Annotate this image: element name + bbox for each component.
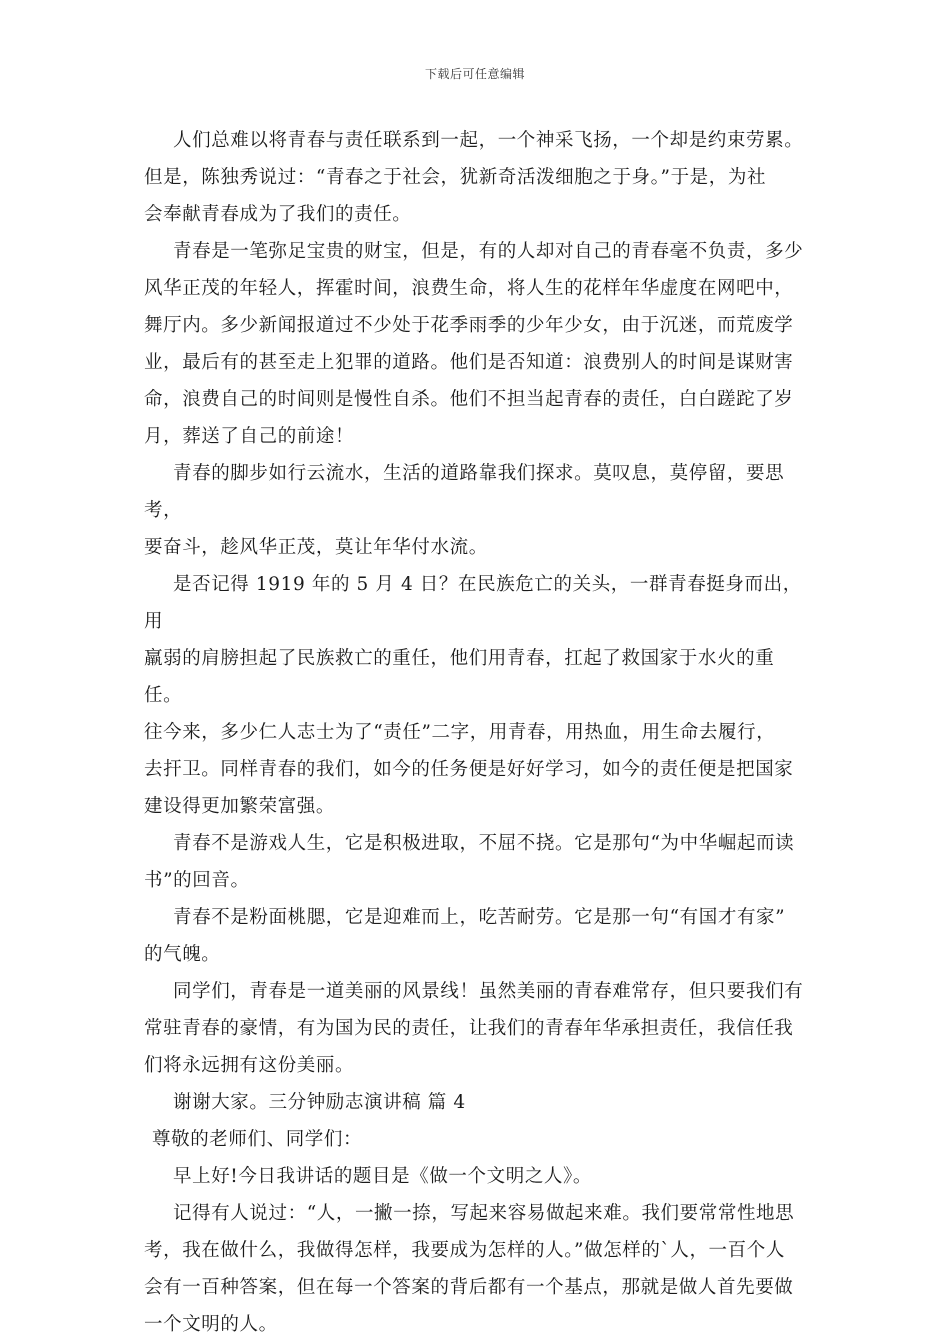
paragraph-not-beauty: 青春不是粉面桃腮，它是迎难而上，吃苦耐劳。它是那一句“有国才有家” 的气魄。 bbox=[144, 907, 786, 965]
document-body bbox=[144, 122, 809, 1343]
paragraph-youth-responsibility-intro: 人们总难以将青春与责任联系到一起，一个神采飞扬，一个却是约束劳累。 但是，陈独秀说过：“青春之于社会，犹新奇活泼细胞之于身。”于是，为社 会奉献青春成为了我们的责任。 bbox=[144, 130, 804, 225]
paragraph-salutation: 尊敬的老师们、同学们： bbox=[152, 1129, 363, 1150]
paragraph-may-fourth: 是否记得 1919 年的 5 月 4 日？在民族危亡的关头，一群青春挺身而出，用 羸弱的肩膀担起了民族救亡的重任，他们用青春，扛起了救国家于水火的重任。 往今来，多少仁人志士为了“责任”二字，用青春，用热血，用生命去履行， 去扞卫。同样青春的我们，如今的任务便是好好学习，如今的责任便是把国家 建设得更加繁荣富强。 bbox=[144, 574, 802, 817]
paragraph-not-game: 青春不是游戏人生，它是积极进取，不屈不挠。它是那句“为中华崛起而读 书”的回音。 bbox=[144, 833, 795, 891]
paragraph-youth-wasted: 青春是一笔弥足宝贵的财宝，但是，有的人却对自己的青春毫不负责，多少 风华正茂的年轻人，挥霍时间，浪费生命，将人生的花样年华虚度在网吧中， 舞厅内。多少新闻报道过不少处于花季雨季的少年少女，由于沉迷，而荒废学 业，最后有的甚至走上犯罪的道路。他们是否知道：浪费别人的时间是谋财害 命，浪费自己的时间则是慢性自杀。他们不担当起青春的责任，白白蹉跎了岁 月，葬送了自己的前途！ bbox=[144, 241, 804, 447]
paragraph-classmates: 同学们，青春是一道美丽的风景线！虽然美丽的青春难常存，但只要我们有 常驻青春的豪情，有为国为民的责任，让我们的青春年华承担责任，我信任我 们将永远拥有这份美丽。 bbox=[144, 981, 804, 1076]
paragraph-greeting: 早上好!今日我讲话的题目是《做一个文明之人》。 bbox=[173, 1166, 592, 1187]
page-header: 下载后可任意编辑 bbox=[424, 67, 525, 81]
paragraph-civilized-person: 记得有人说过：“人，一撇一捺，写起来容易做起来难。我们要常常性地思 考，我在做什么，我做得怎样，我要成为怎样的人。”做怎样的`人，一百个人 会有一百种答案，但在每一个答案的背后都有一个基点，那就是做人首先要做 一个文明的人。 bbox=[144, 1203, 795, 1335]
paragraph-thanks-section-title: 谢谢大家。三分钟励志演讲稿 篇 4 bbox=[173, 1092, 466, 1113]
paragraph-youth-steps: 青春的脚步如行云流水，生活的道路靠我们探求。莫叹息，莫停留，要思考， 要奋斗，趁风华正茂，莫让年华付水流。 bbox=[144, 463, 785, 558]
